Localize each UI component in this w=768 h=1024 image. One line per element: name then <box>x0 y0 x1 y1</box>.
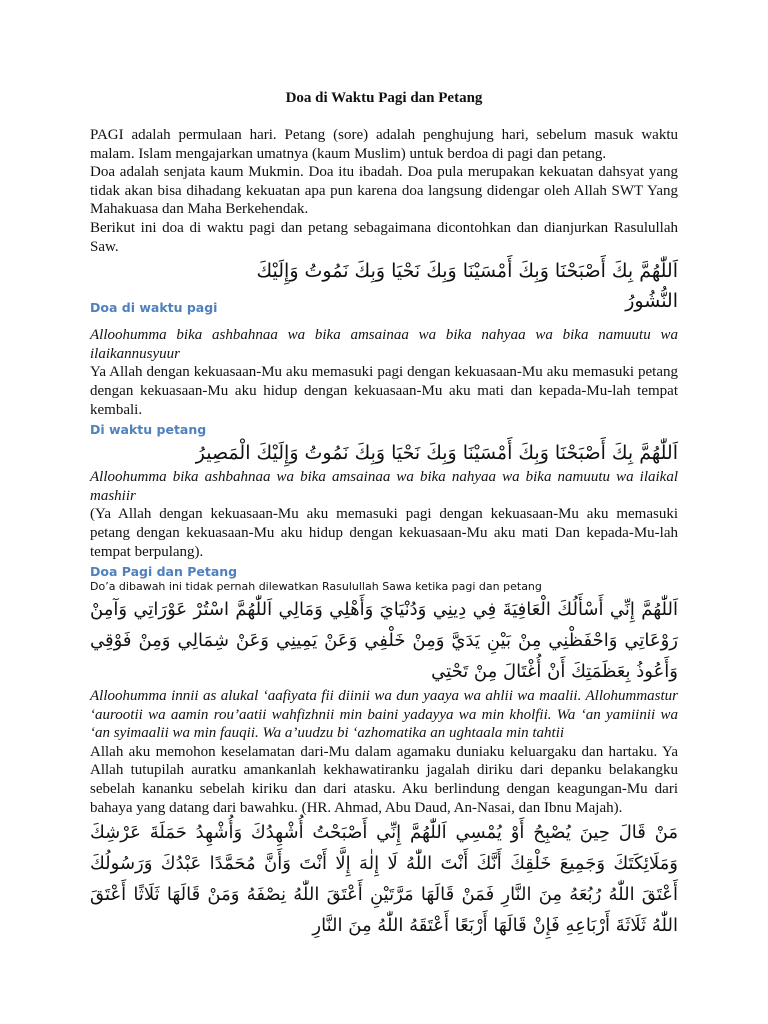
translation-pagi-petang: Allah aku memohon keselamatan dari-Mu dalam agamaku duniaku keluargaku dan hartaku. Ya Allah tutupilah auratku amankanlah kekhawatiranku jagalah diriku dari depanku belakangku sebelah kananku sebelah kiriku dan dari atasku. Aku berlindung dengan keagungan-Mu dari bahaya yang datang dari bawahku. (HR. Ahmad, Abu Daud, An-Nasai, dan Ibnu Majah). <box>90 743 678 816</box>
closing-arabic-text: مَنْ قَالَ حِينَ يُصْبِحُ أَوْ يُمْسِي اَللّٰهُمَّ إِنِّي أَصْبَحْتُ أُشْهِدُكَ وَأُشْهِدُ حَمَلَةَ عَرْشِكَ وَمَلَائِكَتَكَ وَجَمِيعَ خَلْقِكَ أَنَّكَ أَنْتَ اللّٰهُ لَا إِلٰهَ إِلَّا أَنْتَ وَأَنَّ مُحَمَّدًا عَبْدُكَ وَرَسُولُكَ أَعْتَقَ اللّٰهُ رُبُعَهُ مِنَ النَّارِ فَمَنْ قَالَهَا مَرَّتَيْنِ أَعْتَقَ اللّٰهُ نِصْفَهُ وَمَنْ قَالَهَا ثَلَاثًا أَعْتَقَ اللّٰهُ ثَلَاثَةَ أَرْبَاعِهِ فَإِنْ قَالَهَا أَرْبَعًا أَعْتَقَهُ اللّٰهُ مِنَ النَّارِ <box>90 822 678 937</box>
section-note: Do’a dibawah ini tidak pernah dilewatkan Rasulullah Sawa ketika pagi dan petang <box>90 580 542 594</box>
intro-paragraph-2: Doa adalah senjata kaum Mukmin. Doa itu ibadah. Doa pula merupakan kekuatan dahsyat yang tidak akan bisa dihadang kekuatan apa pun karena doa langsung didengar oleh Allah SWT Yang Mahakuasa dan Maha Berkehendak. <box>90 164 678 218</box>
section-heading-pagi: Doa di waktu pagi <box>90 300 218 316</box>
arabic-text-pagi-petang: اَللّٰهُمَّ إِنِّي أَسْأَلُكَ الْعَافِيَةَ فِي دِينِي وَدُنْيَايَ وَأَهْلِي وَمَالِي اَللّٰهُمَّ اسْتُرْ عَوْرَاتِي وَآمِنْ رَوْعَاتِي وَاحْفَظْنِي مِنْ بَيْنِ يَدَيَّ وَمِنْ خَلْفِي وَعَنْ يَمِينِي وَعَنْ شِمَالِي وَمِنْ فَوْقِي وَأَعُوذُ بِعَظَمَتِكَ أَنْ أُغْتَالَ مِنْ تَحْتِي <box>90 599 678 683</box>
document-body <box>90 88 678 941</box>
section-pagi-header <box>90 256 678 316</box>
arabic-text-petang: اَللّٰهُمَّ بِكَ أَصْبَحْنَا وَبِكَ أَمْسَيْنَا وَبِكَ نَحْيَا وَبِكَ نَمُوتُ وَإِلَيْكَ الْمَصِيرُ <box>195 442 678 465</box>
translation-pagi: Ya Allah dengan kekuasaan-Mu aku memasuki pagi dengan kekuasaan-Mu aku memasuki petang dengan kekuasaan-Mu aku hidup dengan kekuasaan-Mu aku mati dan kepada-Mu-lah tempat kembali. <box>90 364 678 418</box>
transliteration-pagi: Alloohumma bika ashbahnaa wa bika amsainaa wa bika nahyaa wa bika namuutu wa ilaikannusyuur <box>90 327 678 362</box>
translation-petang: (Ya Allah dengan kekuasaan-Mu aku memasuki pagi dengan kekuasaan-Mu aku memasuki petang dengan kekuasaan-Mu aku hidup dengan kekuasaan-Mu aku mati Dan kepada-Mu-lah tempat berpulang). <box>90 506 678 560</box>
document-title: Doa di Waktu Pagi dan Petang <box>285 90 483 106</box>
arabic-text-pagi: اَللّٰهُمَّ بِكَ أَصْبَحْنَا وَبِكَ أَمْسَيْنَا وَبِكَ نَحْيَا وَبِكَ نَمُوتُ وَإِلَيْكَ النُّشُورُ <box>256 260 678 313</box>
transliteration-pagi-petang: Alloohumma innii as alukal ‘aafiyata fii diinii wa dun yaaya wa ahlii wa maalii. Allohummastur ‘aurootii wa aamin rou’aatii wahfizhnii min baini yadayya wa min kholfii. Wa ‘an yamiinii wa ‘an syimaalii wa min fauqii. Wa a’uudzu bi ‘azhomatika an ughtaala min tahtii <box>90 688 678 742</box>
transliteration-petang: Alloohumma bika ashbahnaa wa bika amsainaa wa bika nahyaa wa bika namuutu wa ilaikal mashiir <box>90 469 678 504</box>
intro-paragraph-3: Berikut ini doa di waktu pagi dan petang sebagaimana dicontohkan dan dianjurkan Rasulullah Saw. <box>90 219 678 255</box>
section-heading-pagi-petang: Doa Pagi dan Petang <box>90 564 238 580</box>
intro-paragraph-1: PAGI adalah permulaan hari. Petang (sore) adalah penghujung hari, sebelum masuk waktu malam. Islam mengajarkan umatnya (kaum Muslim) untuk berdoa di pagi dan petang. <box>90 127 678 162</box>
section-heading-petang: Di waktu petang <box>90 422 207 438</box>
